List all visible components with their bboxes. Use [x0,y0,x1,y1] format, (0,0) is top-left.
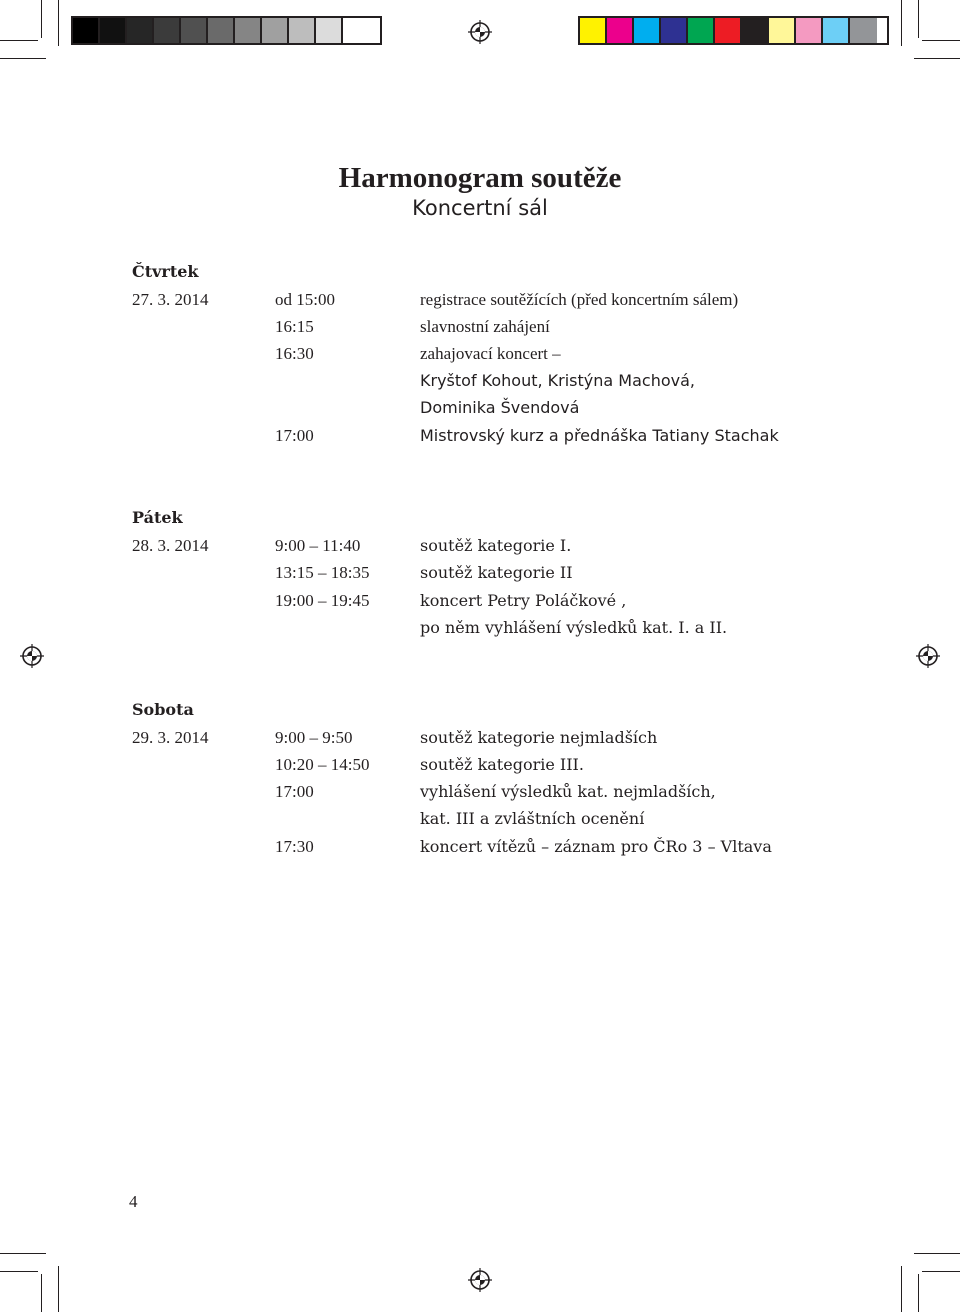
color-swatch [769,18,796,43]
schedule-row [0,286,960,313]
page-subtitle: Koncertní sál [412,196,548,220]
registration-mark-icon [916,644,940,668]
color-swatch [850,18,877,43]
color-swatch [715,18,742,43]
crop-mark [0,1271,38,1272]
schedule-time: 17:30 [275,837,314,856]
schedule-description: soutěž kategorie I. [420,536,572,555]
schedule-row [0,532,960,559]
color-swatch [181,18,208,43]
color-swatch [796,18,823,43]
schedule-row [0,778,960,805]
schedule-time: 10:20 – 14:50 [275,755,370,774]
color-swatch [235,18,262,43]
registration-mark-icon [20,644,44,668]
color-swatch [742,18,769,43]
color-swatch [661,18,688,43]
crop-mark [922,1271,960,1272]
color-swatch [73,18,100,43]
color-swatch [580,18,607,43]
schedule-description: registrace soutěžících (před koncertním sálem) [420,290,739,309]
schedule-description: soutěž kategorie nejmladších [420,728,658,747]
day-heading: Čtvrtek [132,262,199,281]
crop-mark [58,0,59,46]
schedule-description: slavnostní zahájení [420,317,550,336]
schedule-date: 28. 3. 2014 [132,536,209,555]
color-swatch [634,18,661,43]
schedule-date: 27. 3. 2014 [132,290,209,309]
schedule-time: 17:00 [275,426,314,445]
schedule-time: 13:15 – 18:35 [275,563,370,582]
crop-mark [914,1253,960,1254]
schedule-row [0,367,960,394]
schedule-description: kat. III a zvláštních ocenění [420,809,645,828]
schedule-row [0,751,960,778]
schedule-description: soutěž kategorie II [420,563,573,582]
schedule-row [0,340,960,367]
crop-mark [922,40,960,41]
color-swatch [688,18,715,43]
crop-mark [918,0,919,38]
crop-mark [0,1253,46,1254]
color-swatch [607,18,634,43]
color-swatch [289,18,316,43]
color-swatch [208,18,235,43]
page-number: 4 [129,1192,138,1211]
grayscale-calibration-bar [71,16,382,45]
schedule-row [0,422,960,449]
crop-mark [914,58,960,59]
schedule-row [0,614,960,641]
schedule-description: Kryštof Kohout, Kristýna Machová, [420,371,695,390]
crop-mark [0,58,46,59]
schedule-row [0,313,960,340]
color-swatch [154,18,181,43]
page-title: Harmonogram soutěže [338,162,622,194]
crop-mark [901,0,902,46]
schedule-date: 29. 3. 2014 [132,728,209,747]
crop-mark [41,0,42,38]
schedule-description: vyhlášení výsledků kat. nejmladších, [420,782,716,801]
color-swatch [823,18,850,43]
color-calibration-bar [578,16,889,45]
schedule-time: 9:00 – 9:50 [275,728,353,747]
day-heading: Sobota [132,700,194,719]
schedule-time: 17:00 [275,782,314,801]
crop-mark [918,1274,919,1312]
schedule-row [0,805,960,832]
crop-mark [901,1266,902,1312]
schedule-description: soutěž kategorie III. [420,755,584,774]
schedule-description: Dominika Švendová [420,398,580,417]
color-swatch [127,18,154,43]
day-heading: Pátek [132,508,183,527]
schedule-description: zahajovací koncert – [420,344,561,363]
crop-mark [41,1274,42,1312]
color-swatch [100,18,127,43]
color-swatch [316,18,343,43]
schedule-row [0,559,960,586]
schedule-time: 9:00 – 11:40 [275,536,361,555]
color-swatch [262,18,289,43]
crop-mark [58,1266,59,1312]
schedule-row [0,587,960,614]
schedule-row [0,724,960,751]
schedule-row [0,833,960,860]
registration-mark-icon [468,20,492,44]
schedule-time: 16:30 [275,344,314,363]
registration-mark-icon [468,1268,492,1292]
crop-mark [0,40,38,41]
schedule-row [0,394,960,421]
schedule-description: koncert vítězů – záznam pro ČRo 3 – Vltava [420,837,772,856]
schedule-time: od 15:00 [275,290,335,309]
schedule-description: koncert Petry Poláčkové , [420,591,627,610]
schedule-time: 19:00 – 19:45 [275,591,370,610]
schedule-description: po něm vyhlášení výsledků kat. I. a II. [420,618,728,637]
schedule-description: Mistrovský kurz a přednáška Tatiany Stachak [420,426,779,445]
color-swatch [343,18,370,43]
schedule-time: 16:15 [275,317,314,336]
